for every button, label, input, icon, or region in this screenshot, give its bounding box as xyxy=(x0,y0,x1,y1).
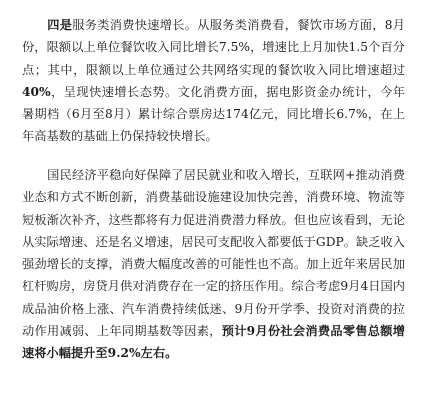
forecast-conclusion-bold: 预计9月份社会消费品零售总额增速将小幅提升至9.2%左右。 xyxy=(22,324,405,361)
paragraph-text: 国民经济平稳向好保障了居民就业和收入增长，互联网+推动消费业态和方式不断创新，消费基础设施建设加快完善，消费环境、物流等短板渐次补齐，这些都将有力促进消费潜力释放。但也应该看到，无论从实际增速、还是名义增速，居民可支配收入都要低于GDP。缺乏收入强劲增长的支撑，消费大幅度改善的可能性也不高。加上近年来居民加杠杆购房，房贷月供对消费存在一定的挤压作用。综合考虑9月4日国内成品油价格上涨、汽车消费持续低迷、9月份开学季、投资对消费的拉动作用减弱、上年同期基数等因素， xyxy=(22,168,405,339)
paragraph-text-continued: ，呈现快速增长态势。文化消费方面，据电影资金办统计，今年暑期档（6月至8月）累计综合票房达174亿元，同比增长6.7%，在上年高基数的基础上仍保持较快增长。 xyxy=(22,84,405,144)
paragraph-text: 服务类消费快速增长。从服务类消费看，餐饮市场方面，8月份，限额以上单位餐饮收入同比增长7.5%，增速比上月加快1.5个百分点；其中，限额以上单位通过公共网络实现的餐饮收入同比增速超过 xyxy=(22,18,405,77)
inline-bold-figure: 40% xyxy=(22,84,51,99)
paragraph-service-consumption xyxy=(22,14,405,148)
paragraph-lead-bold: 四是 xyxy=(47,18,73,32)
paragraph-outlook xyxy=(22,164,405,365)
